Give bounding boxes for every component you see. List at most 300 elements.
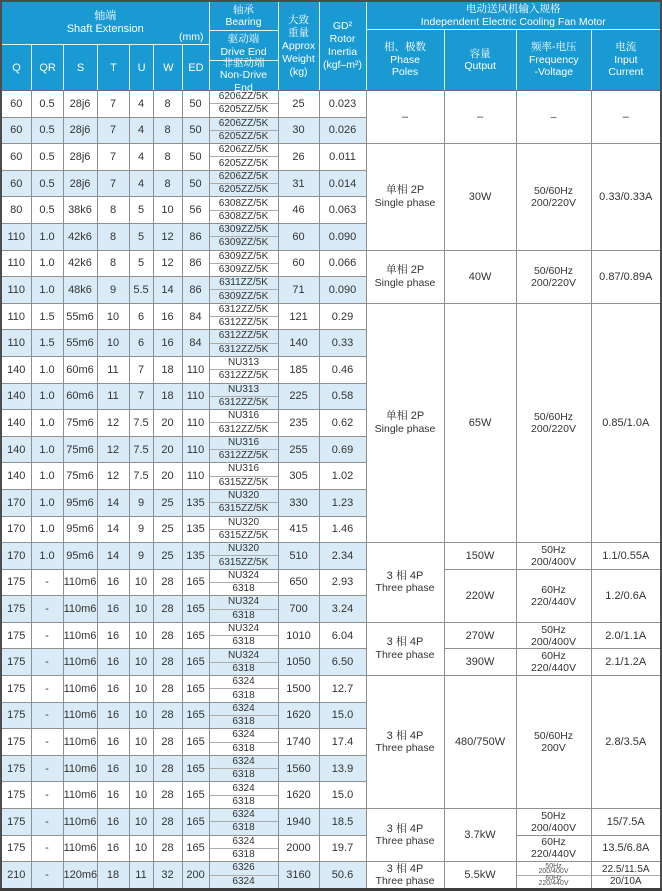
bearing-drive-end: NU320	[227, 543, 260, 555]
cell-input-current: 2.1/1.2A	[591, 649, 661, 676]
cell-q: 110	[1, 277, 31, 304]
bearing-title: 轴承 Bearing	[225, 3, 262, 28]
table-row	[1, 543, 661, 570]
cell-t: 16	[97, 676, 129, 703]
cell-gd2: 1.23	[319, 489, 366, 516]
bearing-values	[210, 570, 278, 596]
bearing-values	[210, 171, 278, 197]
cell-t: 16	[97, 755, 129, 782]
cell-w: 28	[153, 676, 182, 703]
cell-gd2: 6.04	[319, 622, 366, 649]
cell-gd2: 0.026	[319, 117, 366, 144]
cell-t: 11	[97, 356, 129, 383]
unit-label: (mm)	[179, 31, 204, 43]
cell-phase-poles: 单相 2P Single phase	[366, 144, 444, 250]
cell-s: 95m6	[63, 516, 97, 543]
cell-t: 16	[97, 569, 129, 596]
bearing-non-drive-end: 6312ZZ/5K	[210, 449, 278, 462]
cell-u: 9	[129, 489, 153, 516]
cell-input-current: 1.1/0.55A	[591, 543, 661, 570]
cell-u: 6	[129, 330, 153, 357]
cell-frequency-voltage: 60Hz 220/440V	[516, 569, 591, 622]
cell-weight: 330	[278, 489, 319, 516]
cell-u: 4	[129, 144, 153, 171]
cell-bearing	[209, 277, 278, 304]
cell-qr: 1.0	[31, 516, 63, 543]
bearing-non-drive-end: 6315ZZ/5K	[210, 476, 278, 489]
cell-gd2: 2.93	[319, 569, 366, 596]
col-s-header: S	[63, 45, 97, 90]
cell-q: 175	[1, 729, 31, 756]
fan-motor-title: 电动送风机输入规格 Independent Electric Cooling Fan Motor	[420, 3, 606, 28]
cell-w: 28	[153, 596, 182, 623]
col-u-header: U	[129, 45, 153, 90]
cell-t: 10	[97, 330, 129, 357]
shaft-extension-title: 轴端 Shaft Extension	[66, 10, 144, 35]
cell-weight: 235	[278, 410, 319, 437]
bearing-values	[210, 463, 278, 489]
cell-u: 5.5	[129, 277, 153, 304]
bearing-values	[210, 118, 278, 144]
cell-weight: 700	[278, 596, 319, 623]
cell-w: 28	[153, 622, 182, 649]
cell-q: 80	[1, 197, 31, 224]
bearing-non-drive-end: 6309ZZ/5K	[210, 263, 278, 276]
cell-input-current: 22.5/11.5A 20/10A	[591, 862, 661, 890]
bearing-values	[210, 144, 278, 170]
bearing-drive-end: 6206ZZ/5K	[218, 117, 269, 129]
bearing-drive-end: 6324	[232, 755, 255, 767]
bearing-drive-end: 6326	[232, 862, 255, 874]
col-qr-header: QR	[31, 45, 63, 90]
cell-w: 8	[153, 117, 182, 144]
cell-ed: 135	[182, 516, 209, 543]
cell-t: 7	[97, 117, 129, 144]
cell-gd2: 1.46	[319, 516, 366, 543]
shaft-extension-header	[1, 1, 209, 91]
cell-w: 8	[153, 91, 182, 118]
cell-bearing	[209, 250, 278, 277]
cell-weight: 1050	[278, 649, 319, 676]
cell-ed: 165	[182, 596, 209, 623]
cell-bearing	[209, 702, 278, 729]
cell-gd2: 19.7	[319, 835, 366, 862]
cell-weight: 1560	[278, 755, 319, 782]
cell-w: 10	[153, 197, 182, 224]
cell-s: 110m6	[63, 596, 97, 623]
cell-t: 8	[97, 250, 129, 277]
cell-bearing	[209, 649, 278, 676]
bearing-drive-end: 6324	[232, 676, 255, 688]
bearing-drive-end: NU324	[227, 623, 260, 635]
bearing-drive-end: 6312ZZ/5K	[218, 330, 269, 342]
cell-u: 7	[129, 383, 153, 410]
table-row	[1, 862, 661, 890]
cell-output: 150W	[444, 543, 516, 570]
cell-t: 11	[97, 383, 129, 410]
cell-weight: 1620	[278, 782, 319, 809]
cell-bearing	[209, 303, 278, 330]
cell-qr: 1.0	[31, 410, 63, 437]
cell-qr: -	[31, 702, 63, 729]
bearing-non-drive-end: 6324	[210, 875, 278, 888]
cell-qr: 1.5	[31, 330, 63, 357]
bearing-non-drive-end: 6309ZZ/5K	[210, 289, 278, 302]
cell-u: 10	[129, 702, 153, 729]
bearing-non-drive-end: 6318	[210, 768, 278, 781]
cell-bearing	[209, 835, 278, 862]
bearing-non-drive-end: 6312ZZ/5K	[210, 316, 278, 329]
cell-weight: 1010	[278, 622, 319, 649]
cell-s: 55m6	[63, 330, 97, 357]
cell-s: 42k6	[63, 250, 97, 277]
cell-ed: 56	[182, 197, 209, 224]
bearing-non-drive-end: 6318	[210, 635, 278, 648]
cell-input-current: –	[591, 91, 661, 144]
cell-input-current: 2.0/1.1A	[591, 622, 661, 649]
bearing-values	[210, 197, 278, 223]
cell-bearing	[209, 170, 278, 197]
cell-phase-poles: 单相 2P Single phase	[366, 250, 444, 303]
bearing-non-drive-end: 6318	[210, 715, 278, 728]
cell-u: 6	[129, 303, 153, 330]
cell-bearing	[209, 436, 278, 463]
cell-bearing	[209, 117, 278, 144]
cell-gd2: 0.063	[319, 197, 366, 224]
cell-ed: 50	[182, 144, 209, 171]
cell-u: 10	[129, 809, 153, 836]
cell-w: 25	[153, 516, 182, 543]
table-row	[1, 144, 661, 171]
cell-ed: 110	[182, 436, 209, 463]
cell-w: 28	[153, 782, 182, 809]
cell-q: 175	[1, 596, 31, 623]
bearing-non-drive-end: 6308ZZ/5K	[210, 210, 278, 223]
cell-ed: 135	[182, 543, 209, 570]
bearing-non-drive-end: 6205ZZ/5K	[210, 183, 278, 196]
weight-header: 大致 重量 Approx Weight (kg)	[278, 1, 319, 91]
bearing-non-drive-end: 6315ZZ/5K	[210, 555, 278, 568]
cell-q: 170	[1, 543, 31, 570]
cell-bearing	[209, 676, 278, 703]
cell-qr: -	[31, 782, 63, 809]
cell-weight: 60	[278, 250, 319, 277]
bearing-drive-end: 6324	[232, 835, 255, 847]
cell-u: 4	[129, 117, 153, 144]
cell-phase-poles: 单相 2P Single phase	[366, 303, 444, 542]
cell-weight: 31	[278, 170, 319, 197]
cell-frequency-voltage: 50Hz 200/400V 60Hz 220/440V	[516, 862, 591, 890]
cell-gd2: 0.014	[319, 170, 366, 197]
cell-t: 8	[97, 223, 129, 250]
cell-q: 110	[1, 330, 31, 357]
cell-w: 25	[153, 489, 182, 516]
bearing-drive-end: NU316	[227, 436, 260, 448]
cell-s: 28j6	[63, 117, 97, 144]
cell-weight: 225	[278, 383, 319, 410]
cell-u: 10	[129, 729, 153, 756]
cell-bearing	[209, 410, 278, 437]
bearing-non-drive-end: 6318	[210, 688, 278, 701]
cell-output: 220W	[444, 569, 516, 622]
cell-q: 175	[1, 702, 31, 729]
cell-w: 18	[153, 383, 182, 410]
cell-ed: 50	[182, 117, 209, 144]
bearing-non-drive-end: 6318	[210, 795, 278, 808]
fan-motor-header	[366, 1, 661, 91]
bearing-values	[210, 437, 278, 463]
col-t-header: T	[97, 45, 129, 90]
cell-qr: -	[31, 569, 63, 596]
cell-output: 40W	[444, 250, 516, 303]
bearing-drive-end: 6311ZZ/5K	[219, 277, 268, 289]
table-row	[1, 809, 661, 836]
bearing-non-drive-end: 6309ZZ/5K	[210, 236, 278, 249]
cell-q: 170	[1, 489, 31, 516]
output-header: 容量 Qutput	[444, 30, 516, 90]
cell-gd2: 13.9	[319, 755, 366, 782]
cell-gd2: 17.4	[319, 729, 366, 756]
cell-u: 10	[129, 596, 153, 623]
cell-input-current: 2.8/3.5A	[591, 676, 661, 809]
cell-weight: 650	[278, 569, 319, 596]
cell-weight: 26	[278, 144, 319, 171]
cell-u: 5	[129, 223, 153, 250]
cell-ed: 165	[182, 569, 209, 596]
table-header	[1, 1, 661, 94]
cell-u: 4	[129, 170, 153, 197]
cell-q: 110	[1, 303, 31, 330]
table-row	[1, 676, 661, 703]
cell-bearing	[209, 729, 278, 756]
cell-qr: 1.0	[31, 277, 63, 304]
cell-frequency-voltage: 50Hz 200/400V	[516, 809, 591, 836]
cell-t: 9	[97, 277, 129, 304]
cell-t: 16	[97, 622, 129, 649]
bearing-values	[210, 304, 278, 330]
cell-output: 390W	[444, 649, 516, 676]
cell-output: 5.5kW	[444, 862, 516, 890]
bearing-values	[210, 410, 278, 436]
cell-q: 140	[1, 410, 31, 437]
bearing-drive-end: NU313	[227, 357, 260, 369]
cell-w: 28	[153, 809, 182, 836]
cell-gd2: 1.02	[319, 463, 366, 490]
cell-t: 14	[97, 516, 129, 543]
cell-t: 8	[97, 197, 129, 224]
cell-w: 28	[153, 569, 182, 596]
bearing-values	[210, 809, 278, 835]
bearing-drive-end: NU316	[227, 410, 260, 422]
cell-t: 16	[97, 782, 129, 809]
cell-gd2: 0.090	[319, 223, 366, 250]
cell-s: 95m6	[63, 489, 97, 516]
cell-w: 8	[153, 170, 182, 197]
cell-input-current: 13.5/6.8A	[591, 835, 661, 862]
cell-bearing	[209, 197, 278, 224]
col-ed-header: ED	[182, 45, 208, 90]
cell-w: 28	[153, 835, 182, 862]
cell-ed: 86	[182, 250, 209, 277]
cell-w: 25	[153, 543, 182, 570]
cell-bearing	[209, 144, 278, 171]
cell-s: 42k6	[63, 223, 97, 250]
cell-bearing	[209, 782, 278, 809]
cell-phase-poles: 3 相 4P Three phase	[366, 622, 444, 675]
cell-w: 20	[153, 410, 182, 437]
bearing-values	[210, 596, 278, 622]
cell-s: 120m6	[63, 862, 97, 890]
cell-bearing	[209, 223, 278, 250]
cell-s: 110m6	[63, 835, 97, 862]
cell-s: 60m6	[63, 383, 97, 410]
bearing-drive-end: NU320	[227, 516, 260, 528]
cell-s: 60m6	[63, 356, 97, 383]
cell-qr: 0.5	[31, 91, 63, 118]
table-row	[1, 622, 661, 649]
bearing-drive-end: NU324	[227, 649, 260, 661]
cell-t: 16	[97, 596, 129, 623]
cell-s: 38k6	[63, 197, 97, 224]
bearing-non-drive-end: 6318	[210, 848, 278, 861]
cell-w: 12	[153, 250, 182, 277]
cell-phase-poles: –	[366, 91, 444, 144]
cell-q: 110	[1, 223, 31, 250]
table-row	[1, 569, 661, 596]
cell-ed: 110	[182, 356, 209, 383]
bearing-drive-end: 6324	[232, 782, 255, 794]
cell-u: 11	[129, 862, 153, 890]
cell-s: 95m6	[63, 543, 97, 570]
cell-gd2: 2.34	[319, 543, 366, 570]
col-w-header: W	[153, 45, 182, 90]
bearing-drive-end: 6309ZZ/5K	[218, 250, 269, 262]
cell-qr: -	[31, 755, 63, 782]
cell-qr: -	[31, 729, 63, 756]
cell-s: 110m6	[63, 809, 97, 836]
cell-w: 28	[153, 755, 182, 782]
cell-gd2: 0.29	[319, 303, 366, 330]
cell-gd2: 0.62	[319, 410, 366, 437]
cell-bearing	[209, 543, 278, 570]
cell-s: 110m6	[63, 569, 97, 596]
bearing-non-drive-end: 6205ZZ/5K	[210, 103, 278, 116]
cell-u: 9	[129, 516, 153, 543]
cell-weight: 1620	[278, 702, 319, 729]
bearing-values	[210, 330, 278, 356]
cell-frequency-voltage: 60Hz 220/440V	[516, 835, 591, 862]
cell-u: 10	[129, 622, 153, 649]
cell-output: 3.7kW	[444, 809, 516, 862]
bearing-drive-end: 6309ZZ/5K	[218, 224, 269, 236]
cell-u: 10	[129, 676, 153, 703]
cell-w: 12	[153, 223, 182, 250]
cell-q: 170	[1, 516, 31, 543]
cell-phase-poles: 3 相 4P Three phase	[366, 676, 444, 809]
cell-q: 60	[1, 144, 31, 171]
cell-gd2: 0.023	[319, 91, 366, 118]
cell-ed: 110	[182, 410, 209, 437]
cell-frequency-voltage: 50/60Hz 200/220V	[516, 144, 591, 250]
cell-t: 10	[97, 303, 129, 330]
cell-output: –	[444, 91, 516, 144]
cell-gd2: 6.50	[319, 649, 366, 676]
cell-q: 175	[1, 622, 31, 649]
bearing-drive-end: 6206ZZ/5K	[218, 170, 269, 182]
cell-ed: 50	[182, 91, 209, 118]
cell-bearing	[209, 622, 278, 649]
cell-weight: 3160	[278, 862, 319, 890]
cell-qr: 1.5	[31, 303, 63, 330]
cell-weight: 510	[278, 543, 319, 570]
cell-qr: 1.0	[31, 436, 63, 463]
cell-q: 140	[1, 383, 31, 410]
cell-gd2: 0.46	[319, 356, 366, 383]
cell-qr: 1.0	[31, 250, 63, 277]
cell-qr: -	[31, 649, 63, 676]
cell-qr: -	[31, 676, 63, 703]
bearing-drive-end: NU324	[227, 569, 260, 581]
bearing-non-drive-end: 6312ZZ/5K	[210, 343, 278, 356]
cell-s: 75m6	[63, 463, 97, 490]
cell-u: 10	[129, 569, 153, 596]
cell-gd2: 0.69	[319, 436, 366, 463]
cell-w: 32	[153, 862, 182, 890]
cell-ed: 165	[182, 676, 209, 703]
cell-t: 12	[97, 463, 129, 490]
cell-u: 5	[129, 250, 153, 277]
cell-frequency-voltage: 50Hz 200/400V	[516, 543, 591, 570]
cell-bearing	[209, 463, 278, 490]
cell-qr: -	[31, 596, 63, 623]
cell-s: 110m6	[63, 649, 97, 676]
cell-q: 60	[1, 117, 31, 144]
bearing-values	[210, 384, 278, 410]
cell-qr: 1.0	[31, 356, 63, 383]
cell-weight: 305	[278, 463, 319, 490]
cell-ed: 135	[182, 489, 209, 516]
frequency-voltage-header: 频率-电压 Frequency -Voltage	[516, 30, 591, 90]
cell-input-current: 0.87/0.89A	[591, 250, 661, 303]
cell-gd2: 18.5	[319, 809, 366, 836]
cell-q: 175	[1, 649, 31, 676]
bearing-drive-end: 6324	[232, 809, 255, 821]
cell-weight: 255	[278, 436, 319, 463]
cell-s: 110m6	[63, 729, 97, 756]
cell-bearing	[209, 596, 278, 623]
cell-weight: 140	[278, 330, 319, 357]
cell-input-current: 15/7.5A	[591, 809, 661, 836]
bearing-values	[210, 649, 278, 675]
cell-t: 12	[97, 436, 129, 463]
cell-q: 110	[1, 250, 31, 277]
cell-q: 140	[1, 463, 31, 490]
bearing-values	[210, 623, 278, 649]
bearing-values	[210, 517, 278, 543]
cell-output: 480/750W	[444, 676, 516, 809]
bearing-header	[209, 1, 278, 94]
cell-w: 28	[153, 702, 182, 729]
fan-motor-subheaders	[367, 29, 661, 90]
bearing-non-drive-end: 6205ZZ/5K	[210, 130, 278, 143]
bearing-non-drive-end: 6312ZZ/5K	[210, 396, 278, 409]
non-drive-end-header: 非驱动端 Non-Drive End	[210, 60, 278, 90]
bearing-drive-end: 6206ZZ/5K	[218, 91, 269, 103]
bearing-values	[210, 224, 278, 250]
bearing-non-drive-end: 6318	[210, 662, 278, 675]
cell-ed: 165	[182, 729, 209, 756]
cell-phase-poles: 3 相 4P Three phase	[366, 543, 444, 623]
